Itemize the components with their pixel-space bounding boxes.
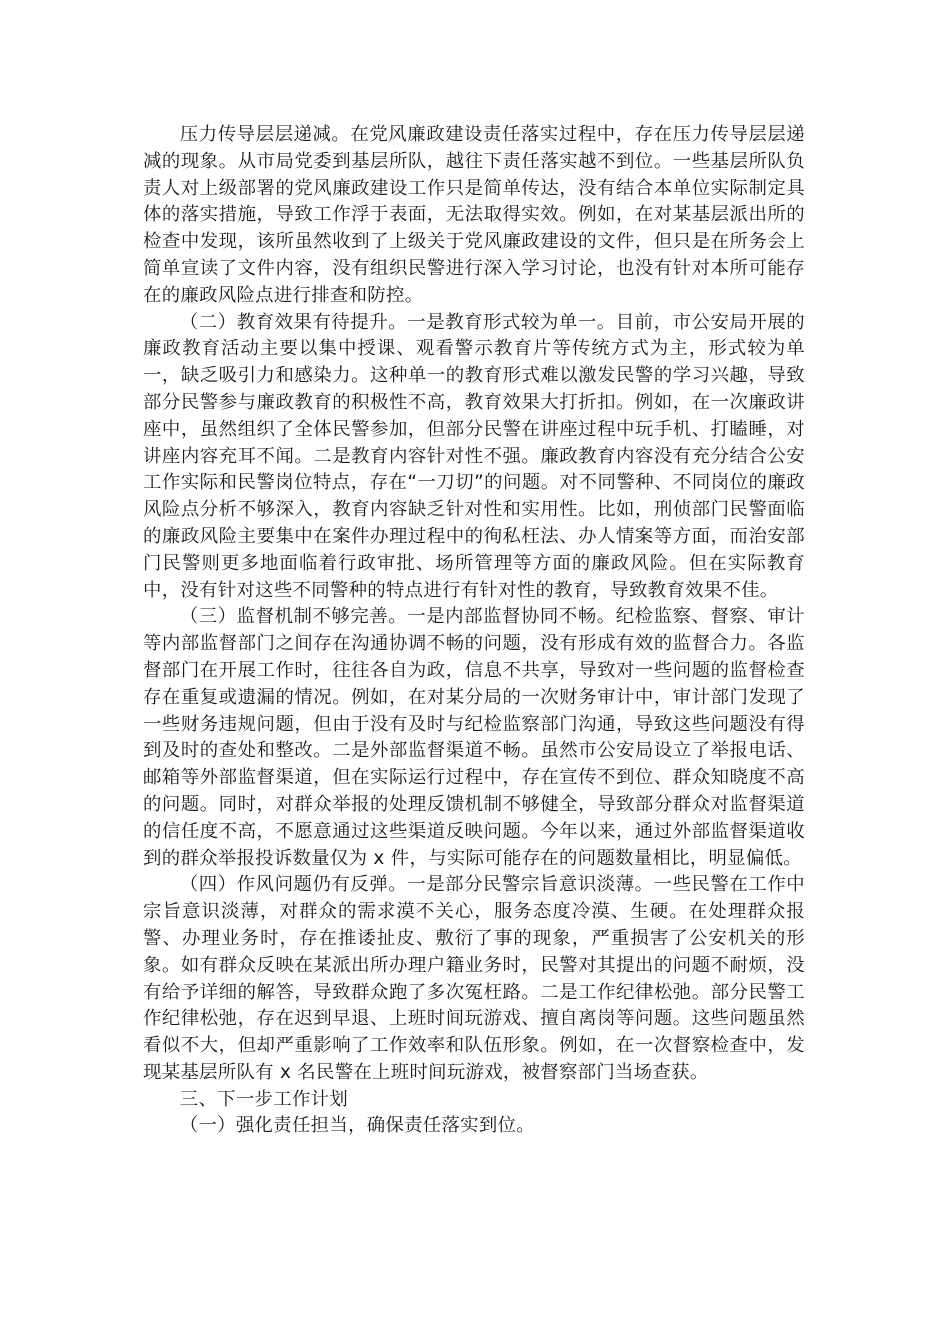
section-heading-next-plan: 三、下一步工作计划 xyxy=(179,1088,349,1110)
paragraph-education-effect: （二）教育效果有待提升。一是教育形式较为单一。目前，市公安局开展的廉政教育活动主要以集中授课、观看警示教育片等传统方式为主，形式较为单一，缺乏吸引力和感染力。这种单一的教育形式难以激发民警的学习兴趣，导致部分民警参与廉政教育的积极性不高，教育效果大打折扣。例如，在一次廉政讲座中，虽然组织了全体民警参加，但部分民警在讲座过程中玩手机、打瞌睡，对讲座内容充耳不闻。二是教育内容针对性不强。廉政教育内容没有充分结合公安工作实际和民警岗位特点，存在“一刀切”的问题。对不同警种、不同岗位的廉政风险点分析不够深入，教育内容缺乏针对性和实用性。比如，刑侦部门民警面临的廉政风险主要集中在案件办理过程中的徇私枉法、办人情案等方面，而治安部门民警则更多地面临着行政审批、场所管理等方面的廉政风险。但在实际教育中，没有针对这些不同警种的特点进行有针对性的教育，导致教育效果不佳。 xyxy=(143,311,805,601)
paragraph-work-style: （四）作风问题仍有反弹。一是部分民警宗旨意识淡薄。一些民警在工作中宗旨意识淡薄，对群众的需求漠不关心，服务态度冷漠、生硬。在处理群众报警、办理业务时，存在推诿扯皮、敷衍了事的现象，严重损害了公安机关的形象。如有群众反映在某派出所办理户籍业务时，民警对其提出的问题不耐烦，没有给予详细的解答，导致群众跑了多次冤枉路。二是工作纪律松弛。部分民警工作纪律松弛，存在迟到早退、上班时间玩游戏、擅自离岗等问题。这些问题虽然看似不大，但却严重影响了工作效率和队伍形象。例如，在一次督察检查中，发现某基层所队有 x 名民警在上班时间玩游戏，被督察部门当场查获。 xyxy=(143,874,805,1083)
paragraph-supervision-mechanism: （三）监督机制不够完善。一是内部监督协同不畅。纪检监察、督察、审计等内部监督部门之间存在沟通协调不畅的问题，没有形成有效的监督合力。各监督部门在开展工作时，往往各自为政，信息不共享，导致对一些问题的监督检查存在重复或遗漏的情况。例如，在对某分局的一次财务审计中，审计部门发现了一些财务违规问题，但由于没有及时与纪检监察部门沟通，导致这些问题没有得到及时的查处和整改。二是外部监督渠道不畅。虽然市公安局设立了举报电话、邮箱等外部监督渠道，但在实际运行过程中，存在宣传不到位、群众知晓度不高的问题。同时，对群众举报的处理反馈机制不够健全，导致部分群众对监督渠道的信任度不高，不愿意通过这些渠道反映问题。今年以来，通过外部监督渠道收到的群众举报投诉数量仅为 x 件，与实际可能存在的问题数量相比，明显偏低。 xyxy=(143,606,805,869)
paragraph-pressure-transmission: 压力传导层层递减。在党风廉政建设责任落实过程中，存在压力传导层层递减的现象。从市局党委到基层所队，越往下责任落实越不到位。一些基层所队负责人对上级部署的党风廉政建设工作只是简单传达，没有结合本单位实际制定具体的落实措施，导致工作浮于表面，无法取得实效。例如，在对某基层派出所的检查中发现，该所虽然收到了上级关于党风廉政建设的文件，但只是在所务会上简单宣读了文件内容，没有组织民警进行深入学习讨论，也没有针对本所可能存在的廉政风险点进行排查和防控。 xyxy=(143,124,805,306)
document-body xyxy=(143,122,805,1140)
subsection-heading-responsibility: （一）强化责任担当，确保责任落实到位。 xyxy=(179,1115,535,1137)
